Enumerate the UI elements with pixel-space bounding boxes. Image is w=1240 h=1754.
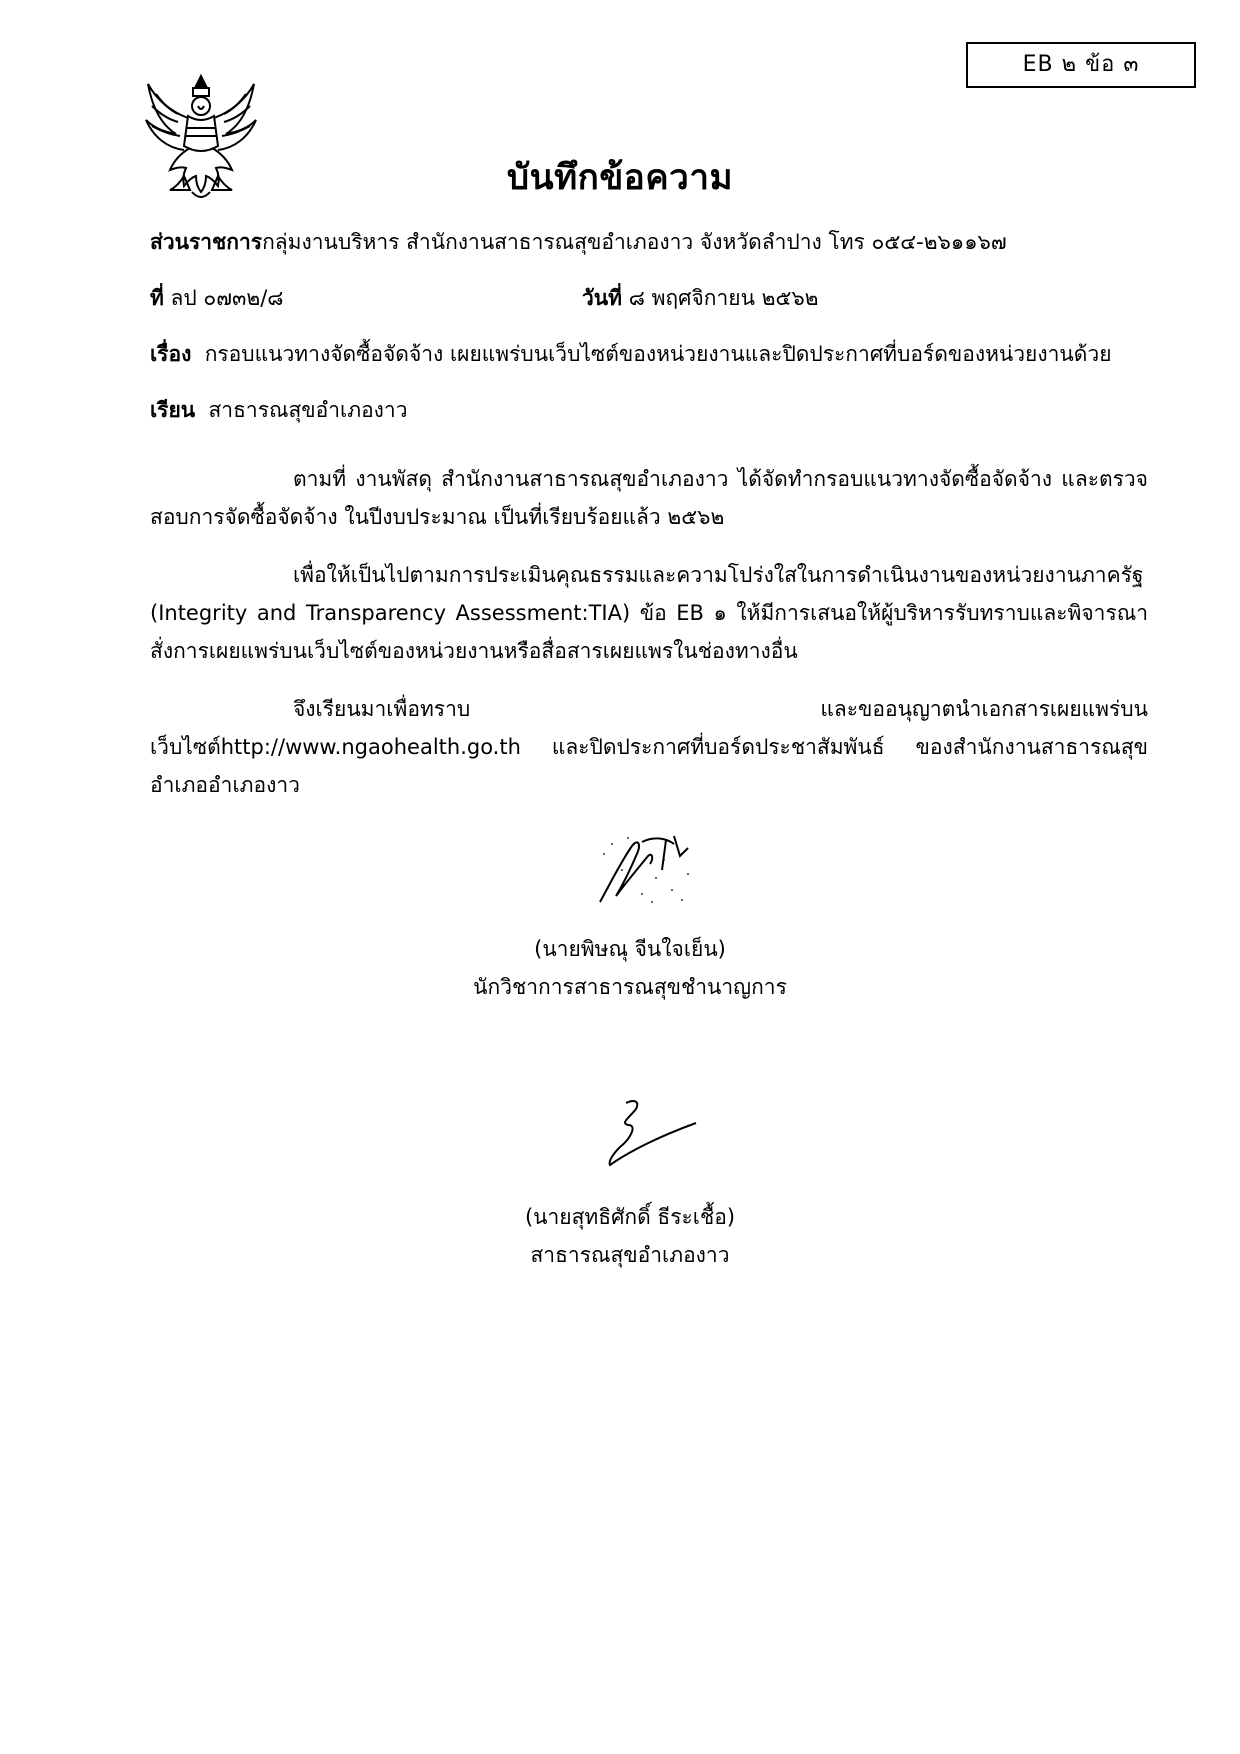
recipient-line [150,395,408,425]
handwritten-signature-icon [600,1095,700,1175]
signatory-1-name: (นายพิษณุ จีนใจเย็น) [534,937,726,961]
subject-line [150,339,1112,369]
date-line [582,283,819,313]
subject-value: กรอบแนวทางจัดซื้อจัดจ้าง เผยแพร่บนเว็บไซต์ของหน่วยงานและปิดประกาศที่บอร์ดของหน่วยงานด้วย [204,342,1112,366]
agency-label: ส่วนราชการ [150,230,263,254]
body-paragraph-1: ตามที่ งานพัสดุ สำนักงานสาธารณสุขอำเภองาว ได้จัดทำกรอบแนวทางจัดซื้อจัดจ้าง และตรวจสอบการจัดซื้อจัดจ้าง ในปีงบประมาณ เป็นที่เรียบร้อยแล้ว ๒๕๖๒ [150,467,1148,529]
reference-label: ที่ [150,286,164,310]
agency-line [150,227,1007,257]
signatory-2-position: สาธารณสุขอำเภองาว [530,1243,730,1267]
date-label: วันที่ [582,286,622,310]
subject-label: เรื่อง [150,342,192,366]
recipient-value: สาธารณสุขอำเภองาว [208,398,408,422]
body-paragraph-3: จึงเรียนมาเพื่อทราบ และขออนุญาตนำเอกสารเผยแพร่บนเว็บไซต์http://www.ngaohealth.go.th และปิดประกาศที่บอร์ดประชาสัมพันธ์ ของสำนักงานสาธารณสุขอำเภออำเภองาว [150,697,1148,797]
memo-title: บันทึกข้อความ [506,158,734,198]
reference-value: ลป ๐๗๓๒/๘ [170,286,284,310]
reference-line [150,283,284,313]
recipient-label: เรียน [150,398,196,422]
date-value: ๘ พฤศจิกายน ๒๕๖๒ [628,286,819,310]
signatory-1-position: นักวิชาการสาธารณสุขชำนาญการ [473,975,787,999]
document-code-box: EB ๒ ข้อ ๓ [966,42,1196,88]
handwritten-signature-icon [592,830,700,910]
body-paragraph-2: เพื่อให้เป็นไปตามการประเมินคุณธรรมและความโปร่งใสในการดำเนินงานของหน่วยงานภาครัฐ (Integrity and Transparency Assessment:TIA) ข้อ EB ๑ ให้มีการเสนอให้ผู้บริหารรับทราบและพิจารณาสั่งการเผยแพร่บนเว็บไซต์ของหน่วยงานหรือสื่อสารเผยแพรในช่องทางอื่น [150,563,1148,663]
agency-value: กลุ่มงานบริหาร สำนักงานสาธารณสุขอำเภองาว จังหวัดลำปาง โทร ๐๕๔-๒๖๑๑๖๗ [262,230,1007,254]
signatory-2-name: (นายสุทธิศักดิ์ ธีระเชื้อ) [524,1205,736,1229]
